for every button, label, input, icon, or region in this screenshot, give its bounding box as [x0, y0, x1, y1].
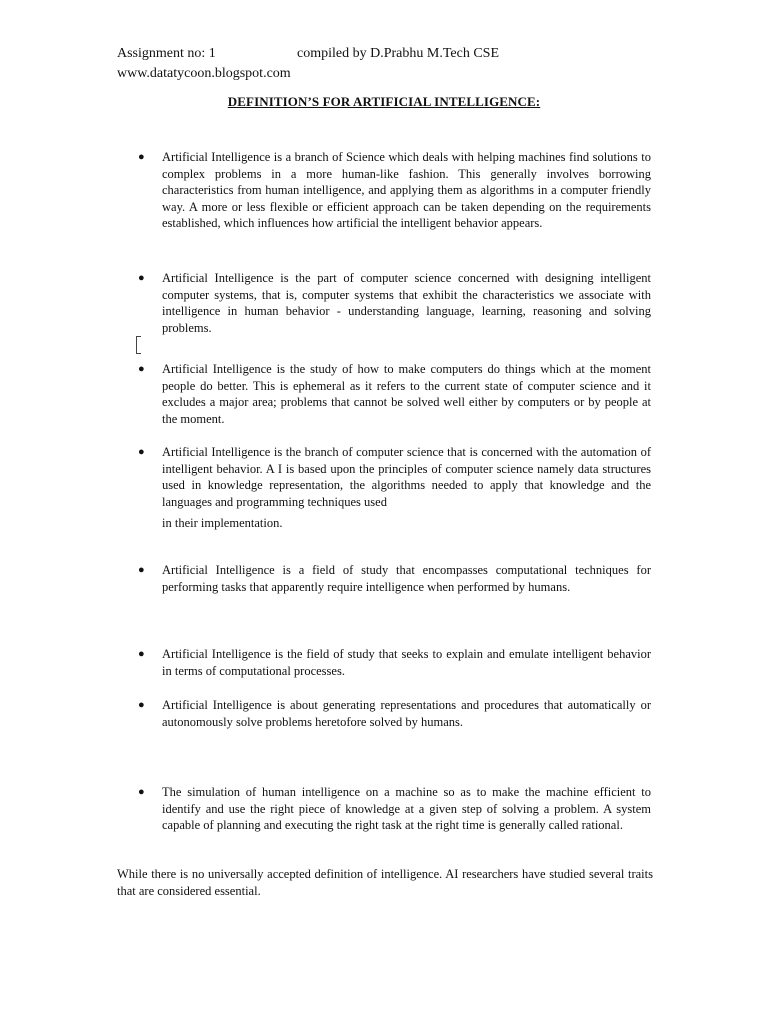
bullet-icon: ●: [138, 564, 145, 576]
definition-text: [162, 444, 651, 532]
bullet-icon: ●: [138, 648, 145, 660]
definition-text: Artificial Intelligence is the study of how to make computers do things which at the moment people do better. This is ephemeral as it refers to the current state of computer science and it excludes a major area; problems that cannot be solved well either by computers or by people at the moment.: [162, 362, 651, 426]
page-title: DEFINITION’S FOR ARTIFICIAL INTELLIGENCE:: [227, 94, 541, 109]
definition-main-text: Artificial Intelligence is the branch of computer science that is concerned with the automation of intelligent behavior. A I is based upon the principles of computer science namely data structures used in knowledge representation, the algorithms needed to apply that knowledge and the languages and programming techniques used: [162, 445, 651, 509]
bullet-icon: ●: [138, 699, 145, 711]
compiled-by: compiled by D.Prabhu M.Tech CSE: [297, 46, 499, 61]
definition-text: Artificial Intelligence is the field of study that seeks to explain and emulate intelligent behavior in terms of computational processes.: [162, 647, 651, 678]
closing-paragraph: While there is no universally accepted definition of intelligence. AI researchers have studied several traits that are considered essential.: [117, 867, 653, 898]
document-header: [117, 45, 499, 63]
website-url: www.datatycoon.blogspot.com: [117, 66, 291, 81]
text-cursor-icon: [136, 336, 141, 354]
assignment-number: Assignment no: 1: [117, 46, 216, 61]
bullet-icon: ●: [138, 446, 145, 458]
definition-text: Artificial Intelligence is about generating representations and procedures that automatically or autonomously solve problems heretofore solved by humans.: [162, 698, 651, 729]
bullet-icon: ●: [138, 272, 145, 284]
definition-continuation: in their implementation.: [162, 516, 283, 530]
definition-text: The simulation of human intelligence on a machine so as to make the machine efficient to identify and use the right piece of knowledge at a given step of solving a problem. A system capable of planning and executing the right task at the right time is generally called rational.: [162, 785, 651, 832]
definition-text: Artificial Intelligence is a field of study that encompasses computational techniques for performing tasks that apparently require intelligence when performed by humans.: [162, 563, 651, 594]
bullet-icon: ●: [138, 151, 145, 163]
definition-text: Artificial Intelligence is the part of computer science concerned with designing intelligent computer systems, that is, computer systems that exhibit the characteristics we associate with intelligence in human behavior - understanding language, learning, reasoning and solving problems.: [162, 271, 651, 335]
bullet-icon: ●: [138, 363, 145, 375]
bullet-icon: ●: [138, 786, 145, 798]
definition-text: Artificial Intelligence is a branch of Science which deals with helping machines find solutions to complex problems in a more human-like fashion. This generally involves borrowing characteristics from human intelligence, and applying them as algorithms in a computer friendly way. A more or less flexible or efficient approach can be taken depending on the requirements established, which influences how artificial the intelligent behavior appears.: [162, 150, 651, 230]
